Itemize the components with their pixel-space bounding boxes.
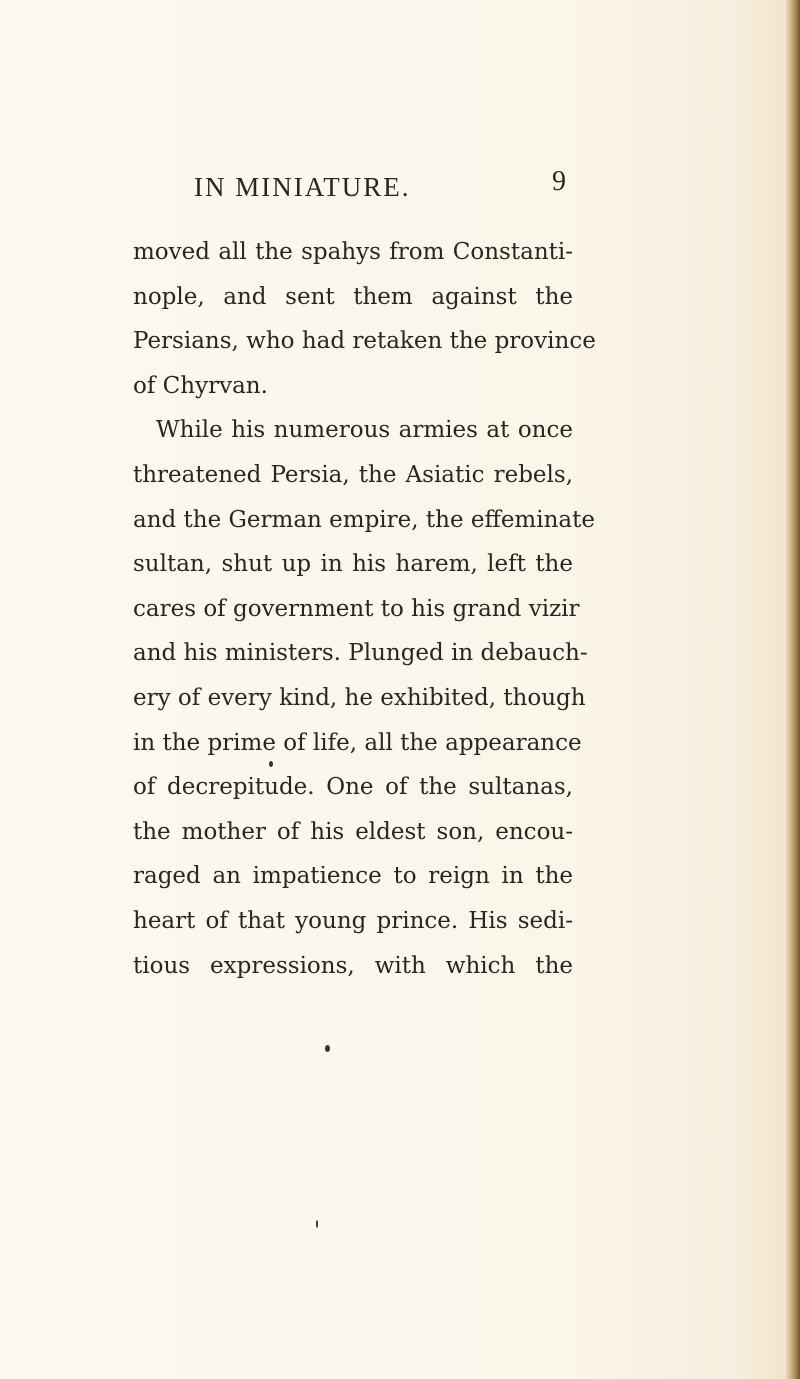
text-line: of decrepitude. One of the sultanas, xyxy=(133,774,573,801)
ink-speck xyxy=(269,761,273,767)
text-line: While his numerous armies at once xyxy=(156,417,573,444)
text-line: ery of every kind, he exhibited, though xyxy=(133,684,586,711)
ink-speck xyxy=(316,1220,318,1228)
ink-speck xyxy=(325,1045,330,1052)
text-line: heart of that young prince. His sedi- xyxy=(133,907,573,934)
page-edge-shadow xyxy=(786,0,800,1379)
text-line: threatened Persia, the Asiatic rebels, xyxy=(133,461,573,488)
text-line: in the prime of life, all the appearance xyxy=(133,729,582,756)
page-number: 9 xyxy=(552,166,566,197)
text-line: nople, and sent them against the xyxy=(133,283,573,310)
text-line: raged an impatience to reign in the xyxy=(133,863,573,890)
text-line: and his ministers. Plunged in debauch- xyxy=(133,640,588,667)
text-line: Persians, who had retaken the province xyxy=(133,328,596,355)
text-line: and the German empire, the effeminate xyxy=(133,506,595,533)
text-line: the mother of his eldest son, encou- xyxy=(133,818,573,845)
text-line: sultan, shut up in his harem, left the xyxy=(133,551,573,578)
text-line: moved all the spahys from Constanti- xyxy=(133,239,573,265)
running-title: IN MINIATURE. xyxy=(194,172,411,202)
text-line: of Chyrvan. xyxy=(133,372,268,399)
text-line: cares of government to his grand vizir xyxy=(133,595,580,622)
text-line: tious expressions, with which the xyxy=(133,952,573,979)
body-text xyxy=(133,230,596,988)
